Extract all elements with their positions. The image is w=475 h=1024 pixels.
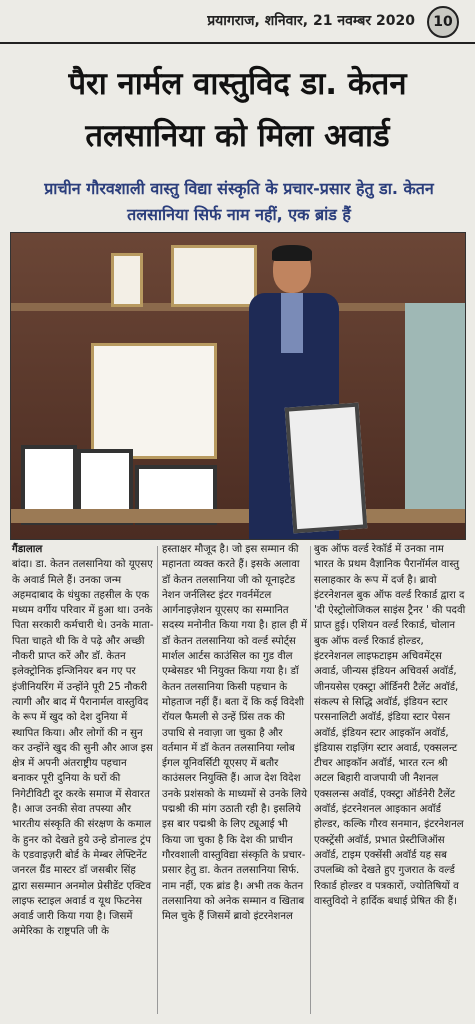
article-column-2 [162, 542, 308, 924]
page-number: 10 [427, 6, 459, 38]
article-text: बुक ऑफ वर्ल्ड रेकॉर्ड में उनका नाम भारत के प्रथम वैज्ञानिक पैरानॉर्मल वास्तु सलाहकार के रूप में दर्ज है। ब्रावो इंटरनेशनल बुक ऑफ वर्ल्ड रिकार्ड द्वारा द 'दी ऐस्ट्रोलोजिकल साइंस ट्रैनर ' की पदवी प्राप्त हुई। एशियन वर्ल्ड रिकार्ड, चोलान बुक ऑफ वर्ल्ड रिकार्ड होल्डर, इंटरनेशनल लाइफटाइम अचिवमेंट्स अवार्ड, जीन्यस इंडियन अचिवर्स अवॉर्ड, जीनयसेस एक्स्ट्रा ऑर्डिनरी टैलेंट अवॉर्ड, संकल्प से सिद्धि अवॉर्ड, इंडियन स्टार परसनालिटी अवॉर्ड, इंडिया स्टार पेसन अवॉर्ड, इंडियन स्टार आइकॉन अवॉर्ड, इंडियास राइज़िंग स्टार अवार्ड, एक्सलन्ट टीचर आइकॉन अवॉर्ड, भारत रत्न श्री अटल बिहारी वाजपायी जी नैशनल एक्सलन्स अवॉर्ड, एक्स्ट्रा ऑर्डनेरी टैलेंट अवॉर्ड, इंटरनेशनल आइकान अवॉर्ड होल्डर, कल्कि गौरव सनमान, इंटरनेशनल एक्स्ट्रेंसी अवॉर्ड, प्रभात प्रेस्टीजिऑस अवॉर्ड, टाइम एक्सेंसी अवॉर्ड यह सब उपलब्धि को देखते हुए गुजरात के वर्ल्ड रिकार्ड होल्डर व पत्रकारों, ज्योतिषियों व वास्तुविदो ने हार्दिक बधाई प्रेषित की हैं। [314, 544, 466, 907]
headline [0, 58, 475, 162]
headline-line-1: पैरा नार्मल वास्तुविद डा. केतन [68, 66, 407, 102]
article-column-3 [314, 542, 466, 909]
photo-frame [111, 253, 143, 307]
subheadline: प्राचीन गौरवशाली वास्तु विद्या संस्कृति के प्रचार-प्रसार हेतु डा. केतन तलसानिया सिर्फ नाम नहीं, एक ब्रांड हैं [44, 179, 434, 224]
article-text: बांदा। डा. केतन तलसानिया को यूएसए के अवार्ड मिले हैं। उनका जन्म अहमदाबाद के धंधुका तहसील के एक मध्यम वर्गीय परिवार में हुआ था। उनके पिता सरकारी कर्मचारी थे। उनके माता-पिता चाहते थी कि वे पढ़े और अच्छी नौकरी प्राप्त करें और डॉ. केतन इलेक्ट्रोनिक इन्जिनियर बन गए पर इंजीनियरिंग में उन्होंने पूरी 25 नौकरी त्यागी और बाद में पैरानार्मल वास्तुविद के रूप में खुद को देश दुनिया में स्थापित किया। और लोगों की न सुन कर उन्होंने खुद की सुनी और आज इस क्षेत्र में अपनी अंतराष्ट्रीय पहचान बनाकर पूरी दुनिया के घरों की निगेटीविटी दूर करके समाज में सेवारत है। आज उनकी सेवा तपस्या और भारतीय संस्कृति की संरक्षण के कमाल के हुनर को देखते हुये उन्हे डोनाल्ड ट्रंप के एडवाइज़री बोर्ड के मेम्बर लेफ्टिनेंट जनरल ग्रैंड मास्टर डॉ जसबीर सिंह द्वारा ससम्मान अनमोल प्रेसीडेंट एक्टिव लाइफ स्टाइल अवार्ड व यूथ फिटनेस अवार्ड जारी किया गया है। जिसमें अमेरिका के राष्ट्रपति जी के [12, 559, 154, 938]
date-line: प्रयागराज, शनिवार, 21 नवम्बर 2020 [207, 13, 415, 29]
photo-cabinet [11, 509, 465, 523]
photo-window [405, 303, 465, 513]
photo-award-certificate [285, 403, 368, 534]
article-photo [10, 232, 466, 540]
column-divider [310, 546, 311, 1014]
byline: गैंडालाल [12, 544, 43, 555]
masthead [0, 0, 475, 44]
headline-line-2: तलसानिया को मिला अवार्ड [85, 118, 390, 154]
photo-artwork [91, 343, 217, 459]
article-text: हस्ताक्षर मौजूद है। जो इस सम्मान की महानता व्यक्त करते हैं। इसके अलावा डॉ केतन तलसानिया जी को यूनाइटेड नेशन जर्नलिस्ट इंटर गवर्नमेंटल आर्गनाइज़ेशन यूएसए का सम्मानित सदस्य मनोनीत किया गया है। हाल ही में डॉ केतन तलसानिया को वर्ल्ड स्पोर्ट्स मार्शल आर्टस काउंसिल का गुड वील एम्बेसडर भी नियुक्त किया गया है। डॉ केतन तलसानिया किसी पहचान के मोहताज नहीं हैं। बता दें कि कई विदेशी रॉयल फैमली से उन्हें प्रिंस तक की उपाधि से नवाज़ा जा चुका है और वर्तमान में डॉ केतन तलसानिया ग्लोब ईगल यूनिवर्सिटी यूएसए में बतौर काउंसलर नियुक्ति हैं। आज देश विदेश उनके प्रशंसको के माध्यमों से उनके लिये पद्मश्री की मांग उठाती रही है। इसलिये इस बार पद्मश्री के लिए ट्यूआई भी किया जा चुका है कि देश की प्राचीन गौरवशाली वास्तुविद्या संस्कृति के प्रचार-प्रसार हेतु डा. केतन तलसानिया सिर्फ. नाम नहीं, एक ब्रांड है। अभी तक केतन तलसानिया को अनेक सम्मान व खिताब मिल चुके हैं जिसमें ब्रावो इंटरनेशनल [162, 544, 307, 923]
column-divider [157, 546, 158, 1014]
article-column-1 [12, 542, 154, 940]
